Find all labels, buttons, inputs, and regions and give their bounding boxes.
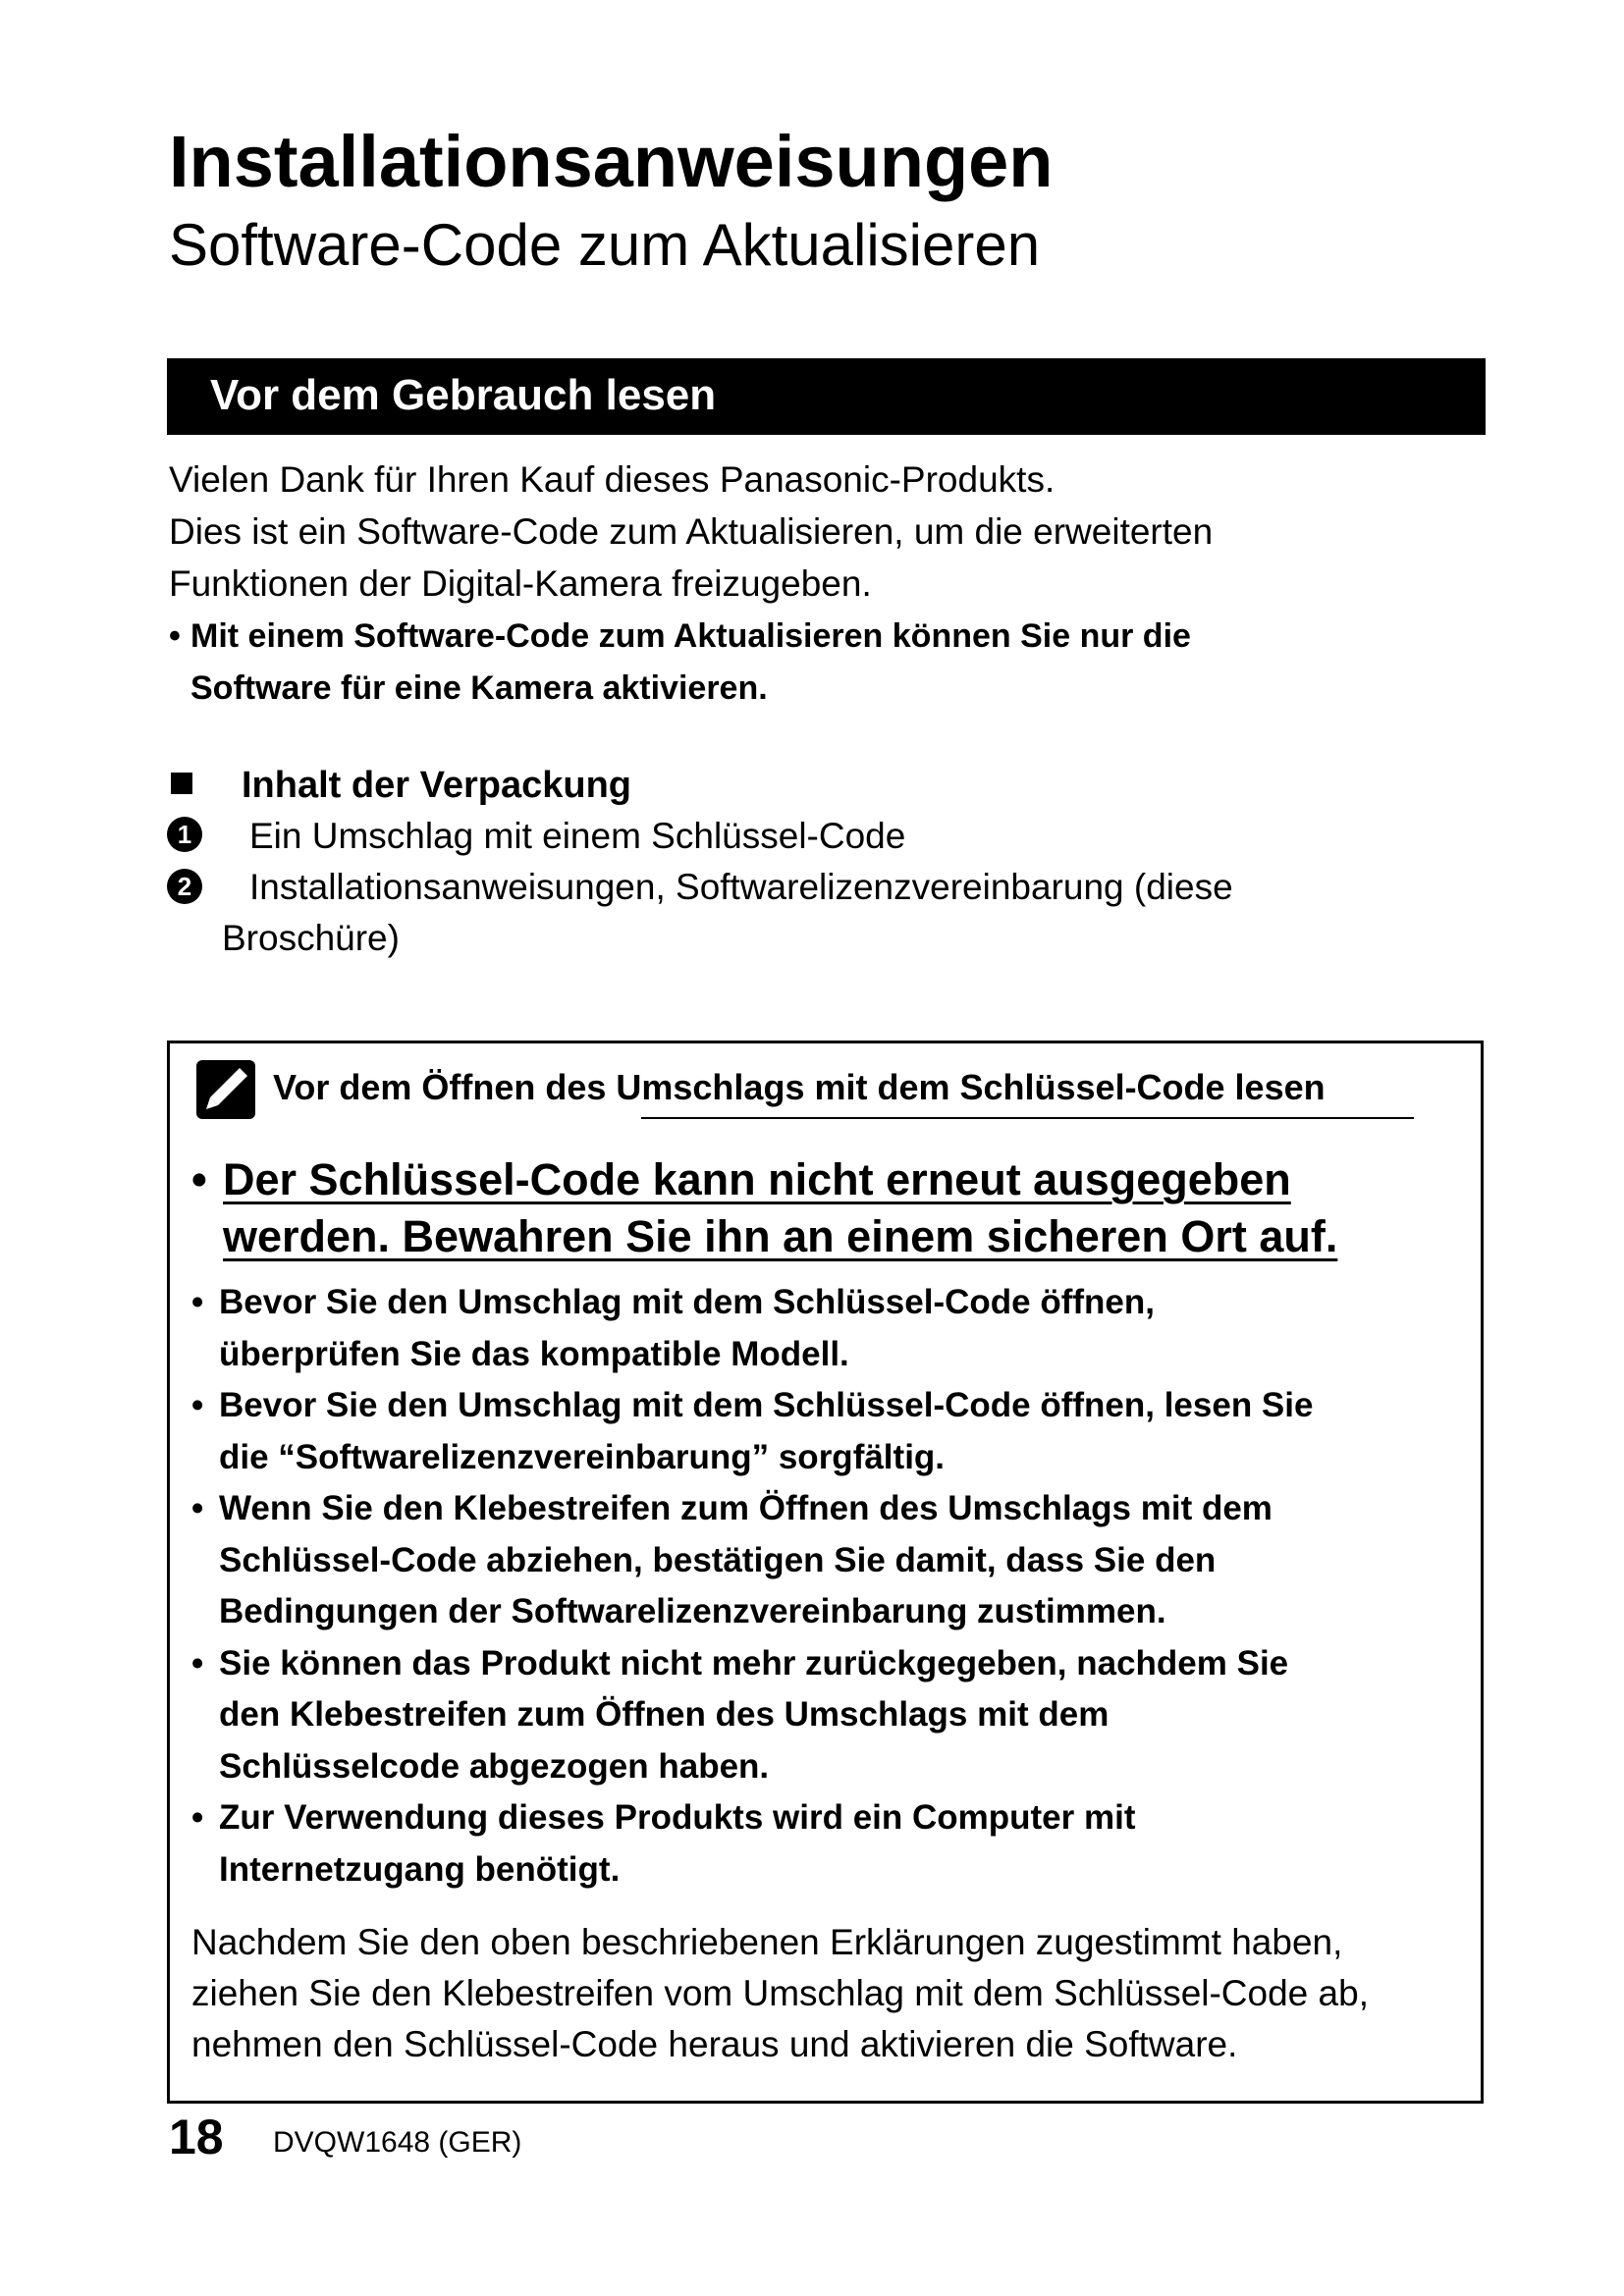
activation-note [169, 611, 1191, 715]
warning-line: werden. Bewahren Sie ihn an einem sicheren Ort auf. [223, 1211, 1338, 1261]
closing-line: Nachdem Sie den oben beschriebenen Erklärungen zugestimmt haben, [191, 1922, 1343, 1962]
list-item [191, 1380, 1313, 1483]
bullet-line: Bevor Sie den Umschlag mit dem Schlüssel-Code öffnen, [219, 1283, 1155, 1321]
bullet-line: überprüfen Sie das kompatible Modell. [219, 1334, 849, 1373]
intro-line: Vielen Dank für Ihren Kauf dieses Panasonic-Produkts. [169, 459, 1056, 500]
notice-box [167, 1041, 1484, 2104]
square-bullet-icon [171, 773, 192, 794]
list-item [191, 1792, 1313, 1896]
list-item [191, 1483, 1313, 1638]
bullet-line: die “Softwarelizenzvereinbarung” sorgfältig. [219, 1437, 946, 1476]
page-number: 18 [169, 2109, 224, 2164]
number-1-icon: 1 [167, 817, 202, 852]
bullet-line: Schlüssel-Code abziehen, bestätigen Sie damit, dass Sie den [219, 1540, 1217, 1579]
intro-line: Funktionen der Digital-Kamera freizugeben. [169, 563, 872, 604]
page-subtitle: Software-Code zum Aktualisieren [169, 212, 1041, 278]
intro-line: Dies ist ein Software-Code zum Aktualisieren, um die erweiterten [169, 511, 1214, 552]
package-item-2-continued: Broschüre) [222, 918, 400, 958]
warning-line: Der Schlüssel-Code kann nicht erneut ausgegeben [223, 1154, 1291, 1204]
package-item-1: Ein Umschlag mit einem Schlüssel-Code [249, 816, 906, 856]
closing-line: nehmen den Schlüssel-Code heraus und aktivieren die Software. [191, 2024, 1238, 2064]
heading-underline [641, 1117, 1414, 1119]
list-item [191, 1638, 1313, 1793]
package-contents-title: Inhalt der Verpackung [242, 765, 631, 806]
bullet-dot: • [191, 1643, 204, 1682]
closing-paragraph [191, 1917, 1369, 2070]
bullet-dot: • [191, 1798, 204, 1837]
number-2-icon: 2 [167, 869, 202, 904]
bullet-line: Schlüsselcode abgezogen haben. [219, 1746, 770, 1786]
bullet-line: Sie können das Produkt nicht mehr zurückgegeben, nachdem Sie [219, 1643, 1289, 1682]
note-line: Mit einem Software-Code zum Aktualisieren können Sie nur die [190, 617, 1191, 655]
section-heading: Vor dem Gebrauch lesen [210, 371, 717, 419]
bullet-dot: • [169, 617, 181, 655]
package-item-2: Installationsanweisungen, Softwarelizenzvereinbarung (diese [249, 867, 1233, 907]
document-code: DVQW1648 (GER) [273, 2126, 522, 2159]
intro-paragraph [169, 454, 1213, 610]
pencil-icon [194, 1058, 257, 1121]
closing-line: ziehen Sie den Klebestreifen vom Umschlag mit dem Schlüssel-Code ab, [191, 1973, 1369, 2013]
bullet-dot: • [191, 1283, 204, 1321]
key-code-warning [191, 1151, 1337, 1265]
note-line: Software für eine Kamera aktivieren. [190, 669, 768, 707]
bullet-line: Bevor Sie den Umschlag mit dem Schlüssel-Code öffnen, lesen Sie [219, 1386, 1314, 1424]
bullet-dot: • [191, 1386, 204, 1424]
bullet-dot: • [191, 1154, 207, 1204]
bullet-line: Wenn Sie den Klebestreifen zum Öffnen des Umschlags mit dem [219, 1489, 1272, 1527]
bullet-dot: • [191, 1489, 204, 1527]
list-item [191, 1277, 1313, 1380]
page-title: Installationsanweisungen [169, 121, 1054, 202]
bullet-line: Bedingungen der Softwarelizenzvereinbarung zustimmen. [219, 1592, 1166, 1630]
bullet-line: den Klebestreifen zum Öffnen des Umschlags mit dem [219, 1695, 1110, 1734]
notice-heading: Vor dem Öffnen des Umschlags mit dem Schlüssel-Code lesen [273, 1067, 1326, 1107]
notice-bullets [191, 1277, 1313, 1896]
bullet-line: Zur Verwendung dieses Produkts wird ein Computer mit [219, 1798, 1136, 1837]
section-heading-bar [167, 358, 1486, 435]
bullet-line: Internetzugang benötigt. [219, 1849, 621, 1889]
